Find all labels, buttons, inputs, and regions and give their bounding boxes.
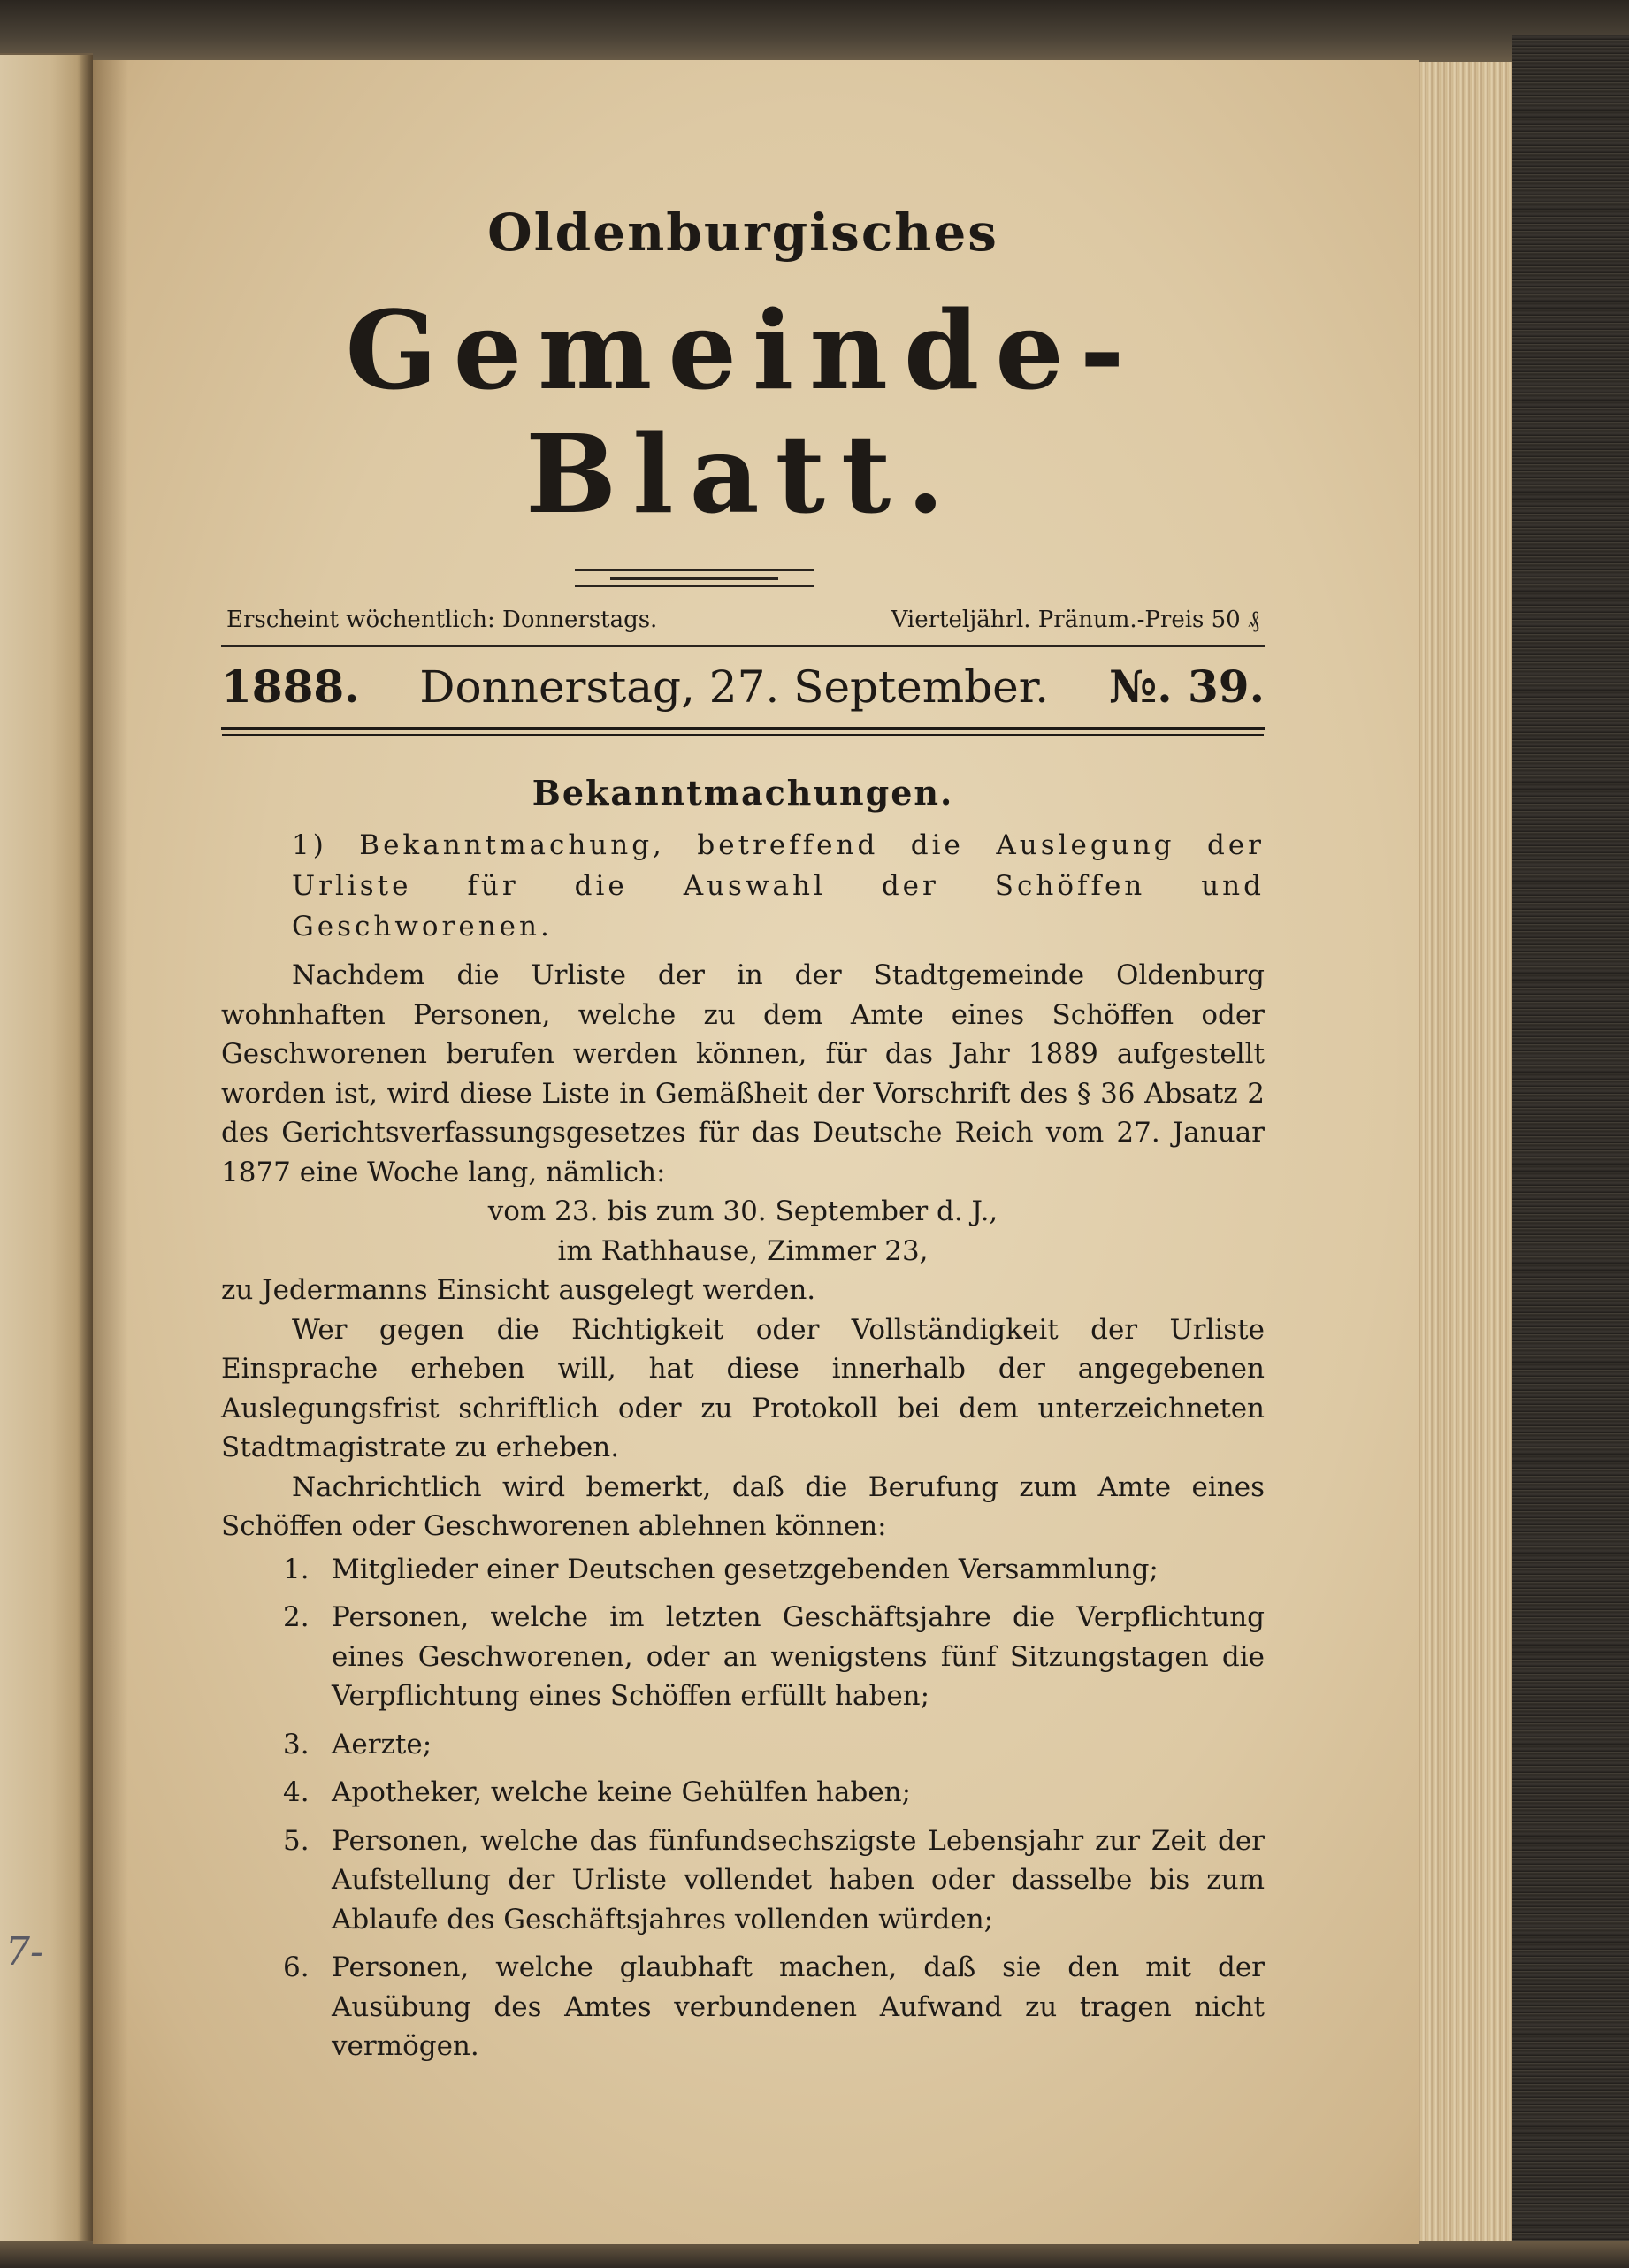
paragraph-1: Nachdem die Urliste der in der Stadtgemeinde Oldenburg wohnhaften Personen, welche zu dem Amte eines Schöffen oder Geschworenen berufen werden können, für das Jahr 1889 aufgestellt worden ist, wird diese Liste in Gemäßheit der Vorschrift des § 36 Absatz 2 des Gerichtsverfassungsgesetzes für das Deutsche Reich vom 27. Januar 1877 eine Woche lang, nämlich: bbox=[221, 959, 1265, 1188]
left-page-edge bbox=[0, 53, 93, 2248]
section-title: Bekanntmachungen. bbox=[532, 773, 954, 813]
dateline bbox=[221, 656, 1265, 718]
publication-info bbox=[221, 607, 1265, 633]
masthead-line1: Oldenburgisches bbox=[487, 202, 998, 263]
bottom-edge bbox=[0, 2241, 1629, 2268]
exemption-list bbox=[221, 1550, 1265, 2066]
book-cover-edge bbox=[1512, 35, 1629, 2268]
list-item: 6. Personen, welche glaubhaft machen, daß sie den mit der Ausübung des Amtes verbundenen Aufwand zu tragen nicht vermögen. bbox=[283, 1951, 1265, 2062]
paragraph-1-end: zu Jedermanns Einsicht ausgelegt werden. bbox=[221, 1274, 816, 1306]
list-item: 5. Personen, welche das fünfundsechszigste Lebensjahr zur Zeit der Aufstellung der Urliste vollendet haben oder dasselbe bis zum Ablaufe des Geschäftsjahres vollenden würden; bbox=[283, 1824, 1265, 1936]
list-item: 2. Personen, welche im letzten Geschäftsjahre die Verpflichtung eines Geschworenen, oder an wenigstens fünf Sitzungstagen die Verpflichtung eines Schöffen erfüllt haben; bbox=[283, 1601, 1265, 1712]
publication-frequency: Erscheint wöchentlich: Donnerstags. bbox=[226, 607, 658, 633]
paragraph-3: Nachrichtlich wird bemerkt, daß die Berufung zum Amte eines Schöffen oder Geschworenen ablehnen können: bbox=[221, 1470, 1265, 1542]
paragraph-1-dates: vom 23. bis zum 30. September d. J., bbox=[487, 1195, 998, 1227]
list-item: 4. Apotheker, welche keine Gehülfen haben; bbox=[283, 1776, 912, 1808]
masthead-ornament bbox=[221, 552, 1265, 596]
issue-year: 1888. bbox=[221, 661, 360, 713]
double-rule bbox=[221, 727, 1265, 730]
list-item: 1. Mitglieder einer Deutschen gesetzgebenden Versammlung; bbox=[283, 1553, 1159, 1585]
notice-title: 1) Bekanntmachung, betreffend die Auslegung der Urliste für die Auswahl der Schöffen und Geschworenen. bbox=[292, 829, 1265, 943]
issue-date: Donnerstag, 27. September. bbox=[419, 661, 1050, 713]
subscription-price: Vierteljährl. Pränum.-Preis 50 ₰ bbox=[891, 607, 1259, 633]
book-binding-top bbox=[0, 0, 1629, 62]
page-stack-edge bbox=[1415, 62, 1512, 2246]
page-content bbox=[221, 193, 1265, 2075]
margin-mark: 7- bbox=[5, 1929, 43, 1974]
newspaper-page bbox=[93, 60, 1419, 2244]
paragraph-2: Wer gegen die Richtigkeit oder Vollständigkeit der Urliste Einsprache erheben will, hat diese innerhalb der angegebenen Auslegungsfrist schriftlich oder zu Protokoll bei dem unterzeichneten Stadtmagistrate zu erheben. bbox=[221, 1313, 1265, 1463]
divider-rule bbox=[221, 645, 1265, 647]
issue-number: №. 39. bbox=[1108, 661, 1265, 713]
list-item: 3. Aerzte; bbox=[283, 1728, 432, 1760]
paragraph-1-location: im Rathhause, Zimmer 23, bbox=[557, 1234, 929, 1267]
masthead-title: Gemeinde-Blatt. bbox=[345, 286, 1141, 538]
